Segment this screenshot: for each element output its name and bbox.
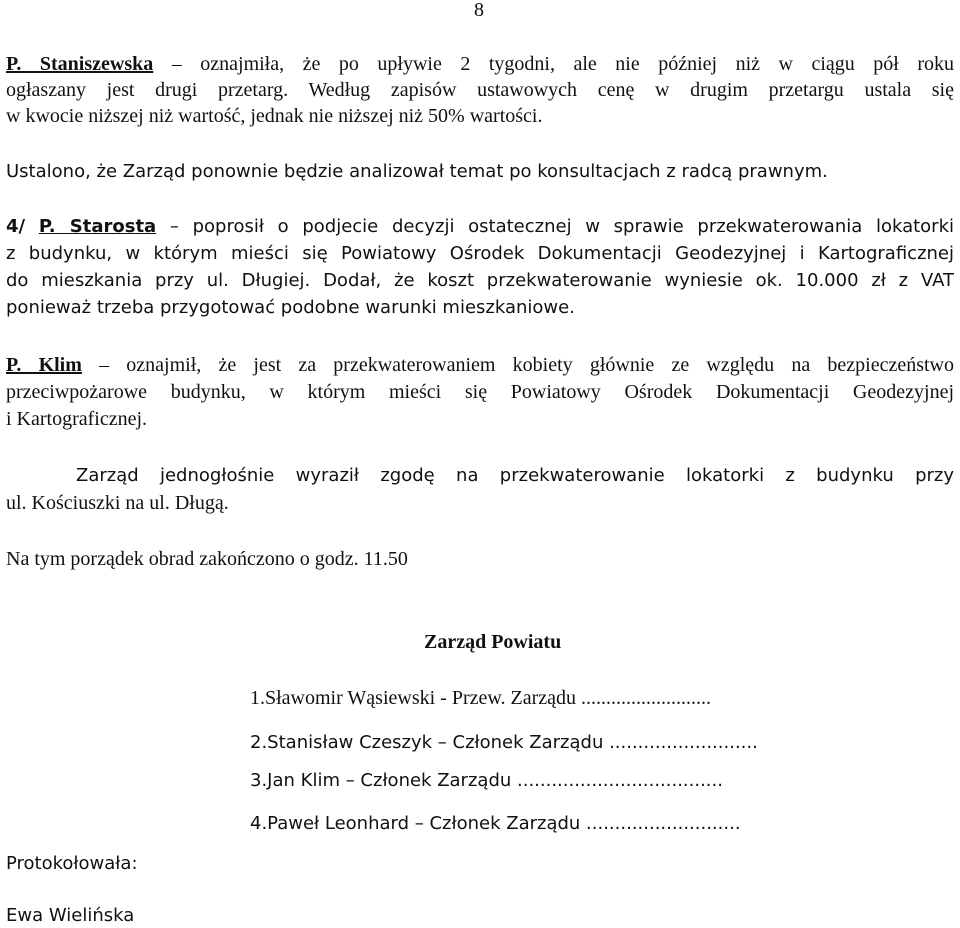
paragraph-starosta-line-2: z budynku, w którym mieści się Powiatowy Ośrodek Dokumentacji Geodezyjnej i Kartograficznej <box>6 243 954 264</box>
closing-statement: Na tym porządek obrad zakończono o godz. 11.50 <box>6 548 408 570</box>
protocol-label: Protokołowała: <box>6 853 138 874</box>
item-number: 4/ <box>6 216 26 237</box>
paragraph-staniszewska-line-1 <box>6 52 954 76</box>
paragraph-staniszewska-text: – oznajmiła, że po upływie 2 tygodni, ale nie później niż w ciągu pół roku <box>153 53 954 75</box>
paragraph-starosta-line-4: ponieważ trzeba przygotować podobne warunki mieszkaniowe. <box>6 297 575 318</box>
protocol-name: Ewa Wielińska <box>6 905 135 926</box>
signature-line: 4.Paweł Leonhard – Członek Zarządu ........................... <box>250 813 741 834</box>
paragraph-starosta-line-1 <box>6 215 954 239</box>
paragraph-klim-line-3: i Kartograficznej. <box>6 408 148 430</box>
paragraph-decision-line-2: ul. Kościuszki na ul. Długą. <box>6 492 229 514</box>
speaker-klim: P. Klim <box>6 354 82 376</box>
paragraph-starosta-text: – poprosił o podjecie decyzji ostatecznej w sprawie przekwaterowania lokatorki <box>156 216 954 237</box>
speaker-starosta: P. Starosta <box>38 216 157 237</box>
paragraph-decision-line-1: Zarząd jednogłośnie wyraził zgodę na przekwaterowanie lokatorki z budynku przy <box>76 465 954 486</box>
speaker-staniszewska: P. Staniszewska <box>6 53 154 75</box>
signature-line: 1.Sławomir Wąsiewski - Przew. Zarządu .......................... <box>250 687 712 709</box>
signature-line: 2.Stanisław Czeszyk – Członek Zarządu .......................... <box>250 732 758 753</box>
paragraph-staniszewska-line-2: ogłaszany jest drugi przetarg. Według zapisów ustawowych cenę w drugim przetargu ustala się <box>6 79 954 101</box>
page-number: 8 <box>474 0 484 21</box>
paragraph-klim-text: – oznajmił, że jest za przekwaterowaniem kobiety głównie ze względu na bezpieczeństwo <box>81 354 954 376</box>
paragraph-resolution: Ustalono, że Zarząd ponownie będzie analizował temat po konsultacjach z radcą prawnym. <box>6 161 828 182</box>
paragraph-starosta-line-3: do mieszkania przy ul. Długiej. Dodał, że koszt przekwaterowanie wyniesie ok. 10.000 zł z VAT <box>6 270 954 291</box>
board-heading: Zarząd Powiatu <box>424 631 562 653</box>
paragraph-klim-line-2: przeciwpożarowe budynku, w którym mieści się Powiatowy Ośrodek Dokumentacji Geodezyjnej <box>6 381 954 403</box>
signature-line: 3.Jan Klim – Członek Zarządu .................................... <box>250 770 723 791</box>
paragraph-staniszewska-line-3: w kwocie niższej niż wartość, jednak nie niższej niż 50% wartości. <box>6 105 543 127</box>
paragraph-klim-line-1 <box>6 353 954 377</box>
